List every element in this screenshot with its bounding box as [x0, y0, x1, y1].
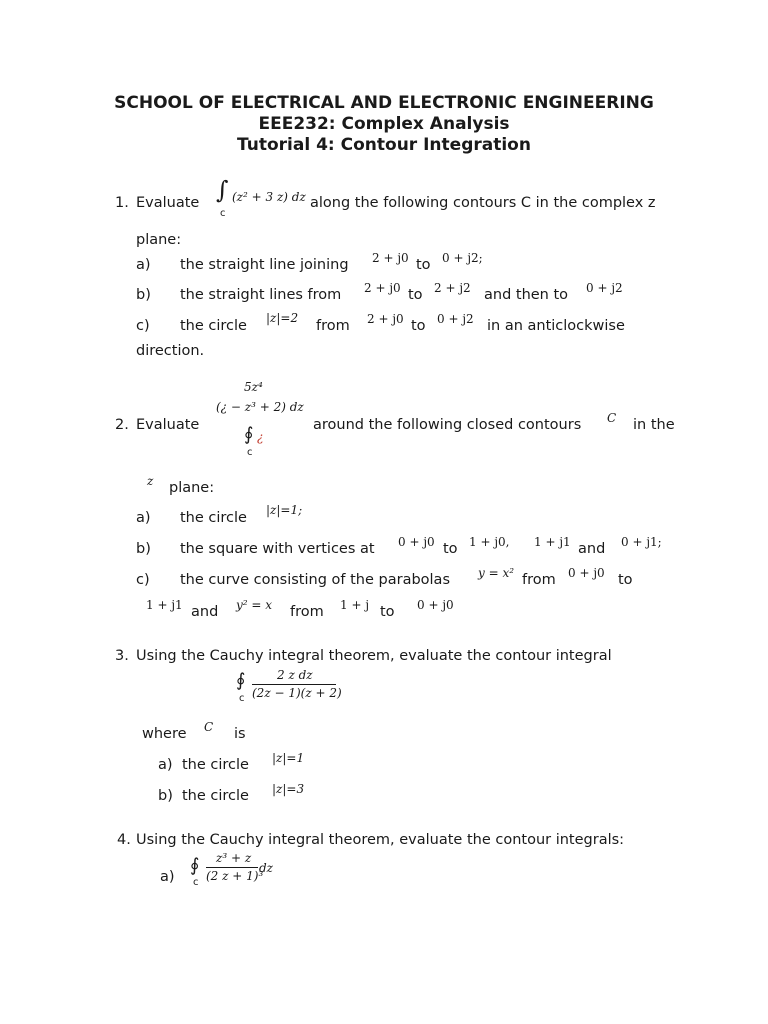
q3b-text: the circle: [182, 788, 249, 804]
q4a-numerator: z³ + z: [216, 851, 252, 865]
q2a-circle: |z|=1;: [266, 503, 303, 517]
q1c-to-word: to: [411, 318, 426, 334]
integral-sign-icon: ∫: [216, 176, 229, 204]
q3-is: is: [234, 726, 246, 742]
q2c-p1from: 0 + j0: [568, 566, 605, 580]
q3-denominator: (2z − 1)(z + 2): [252, 686, 342, 700]
q2b-and-word: and: [578, 541, 606, 557]
q1-text: along the following contours C in the complex z: [310, 195, 656, 211]
q4a-denominator: (2 z + 1)³: [206, 869, 264, 883]
q2c-p2to: 0 + j0: [417, 598, 454, 612]
q3a-label: a): [158, 757, 173, 773]
q1b-text: the straight lines from: [180, 287, 342, 303]
q1c-to: 0 + j2: [437, 312, 474, 326]
q3-numerator: 2 z dz: [277, 668, 313, 682]
q3a-text: the circle: [182, 757, 249, 773]
q2c-from-word: from: [522, 572, 556, 588]
q2b-v2: 1 + j0,: [469, 535, 510, 549]
q4-contour-sub: c: [193, 877, 199, 888]
q4a-dz: dz: [259, 861, 274, 875]
q4-text: Using the Cauchy integral theorem, evaluate the contour integrals:: [136, 832, 625, 848]
q3-contour-integral-icon: ∮: [236, 670, 246, 691]
q1-contour-sub: c: [220, 208, 226, 219]
q1-text2: plane:: [136, 232, 182, 248]
q2c-and-word: and: [191, 604, 219, 620]
q1c-label: c): [136, 318, 150, 334]
q3-contour-sub: c: [239, 693, 245, 704]
q2c-p1to: 1 + j1: [146, 598, 183, 612]
q2-text: around the following closed contours: [313, 417, 582, 433]
q2-number: 2.: [115, 417, 129, 433]
q3b-circle: |z|=3: [272, 782, 305, 796]
q2b-text: the square with vertices at: [180, 541, 375, 557]
q2b-v3: 1 + j1: [534, 535, 571, 549]
q2-denominator: (¿ − z³ + 2) dz: [216, 400, 304, 414]
q2-in-the: in the: [633, 417, 675, 433]
q1-evaluate: Evaluate: [136, 195, 200, 211]
q3-fraction-bar: [252, 684, 336, 685]
q4a-fraction-bar: [206, 867, 258, 868]
q2a-text: the circle: [180, 510, 247, 526]
q1-number: 1.: [115, 195, 129, 211]
q1b-then: and then to: [484, 287, 569, 303]
q1b-from: 2 + j0: [364, 281, 401, 295]
q1c-circle: |z|=2: [266, 311, 299, 325]
q2c-p2from: 1 + j: [340, 598, 370, 612]
school-title: SCHOOL OF ELECTRICAL AND ELECTRONIC ENGINEERING: [114, 93, 654, 113]
q2b-v1: 0 + j0: [398, 535, 435, 549]
q3-where: where: [142, 726, 187, 742]
q2c-from-word2: from: [290, 604, 324, 620]
q2c-to-word: to: [618, 572, 633, 588]
q1a-from: 2 + j0: [372, 251, 409, 265]
q2-evaluate: Evaluate: [136, 417, 200, 433]
q2c-to-word2: to: [380, 604, 395, 620]
q2b-v4: 0 + j1;: [621, 535, 662, 549]
q2a-label: a): [136, 510, 151, 526]
q2-C: C: [607, 411, 617, 425]
q1a-to-word: to: [416, 257, 431, 273]
q3-text: Using the Cauchy integral theorem, evaluate the contour integral: [136, 648, 612, 664]
q1-integrand: (z² + 3 z) dz: [232, 190, 306, 204]
q2c-p2: y² = x: [236, 598, 273, 612]
q3b-label: b): [158, 788, 173, 804]
q2-z: z: [147, 474, 154, 488]
q1b-to: 2 + j2: [434, 281, 471, 295]
q1b-label: b): [136, 287, 151, 303]
q2c-text: the curve consisting of the parabolas: [180, 572, 450, 588]
q2c-p1: y = x²: [478, 566, 515, 580]
q1a-to: 0 + j2;: [442, 251, 483, 265]
q1b-end: 0 + j2: [586, 281, 623, 295]
q1c-from-word: from: [316, 318, 350, 334]
q1a-label: a): [136, 257, 151, 273]
q1c-tail: in an anticlockwise: [487, 318, 625, 334]
q2c-label: c): [136, 572, 150, 588]
q1a-text: the straight line joining: [180, 257, 349, 273]
q2-oint-mark: ¿: [257, 430, 264, 444]
q2-numerator: 5z⁴: [244, 380, 263, 394]
q3-C: C: [204, 720, 214, 734]
q3-number: 3.: [115, 648, 129, 664]
q2b-to-word: to: [443, 541, 458, 557]
q2-plane: plane:: [169, 480, 215, 496]
q1c-text: the circle: [180, 318, 247, 334]
q1c-from: 2 + j0: [367, 312, 404, 326]
tutorial-title: Tutorial 4: Contour Integration: [237, 135, 531, 155]
q2b-label: b): [136, 541, 151, 557]
contour-integral-icon: ∮: [244, 424, 254, 445]
q3a-circle: |z|=1: [272, 751, 305, 765]
q4a-label: a): [160, 869, 175, 885]
q4-contour-integral-icon: ∮: [190, 855, 200, 876]
course-title: EEE232: Complex Analysis: [258, 114, 510, 134]
q2-contour-sub: c: [247, 447, 253, 458]
q4-number: 4.: [117, 832, 131, 848]
q1b-to-word: to: [408, 287, 423, 303]
q1c-tail2: direction.: [136, 343, 205, 359]
